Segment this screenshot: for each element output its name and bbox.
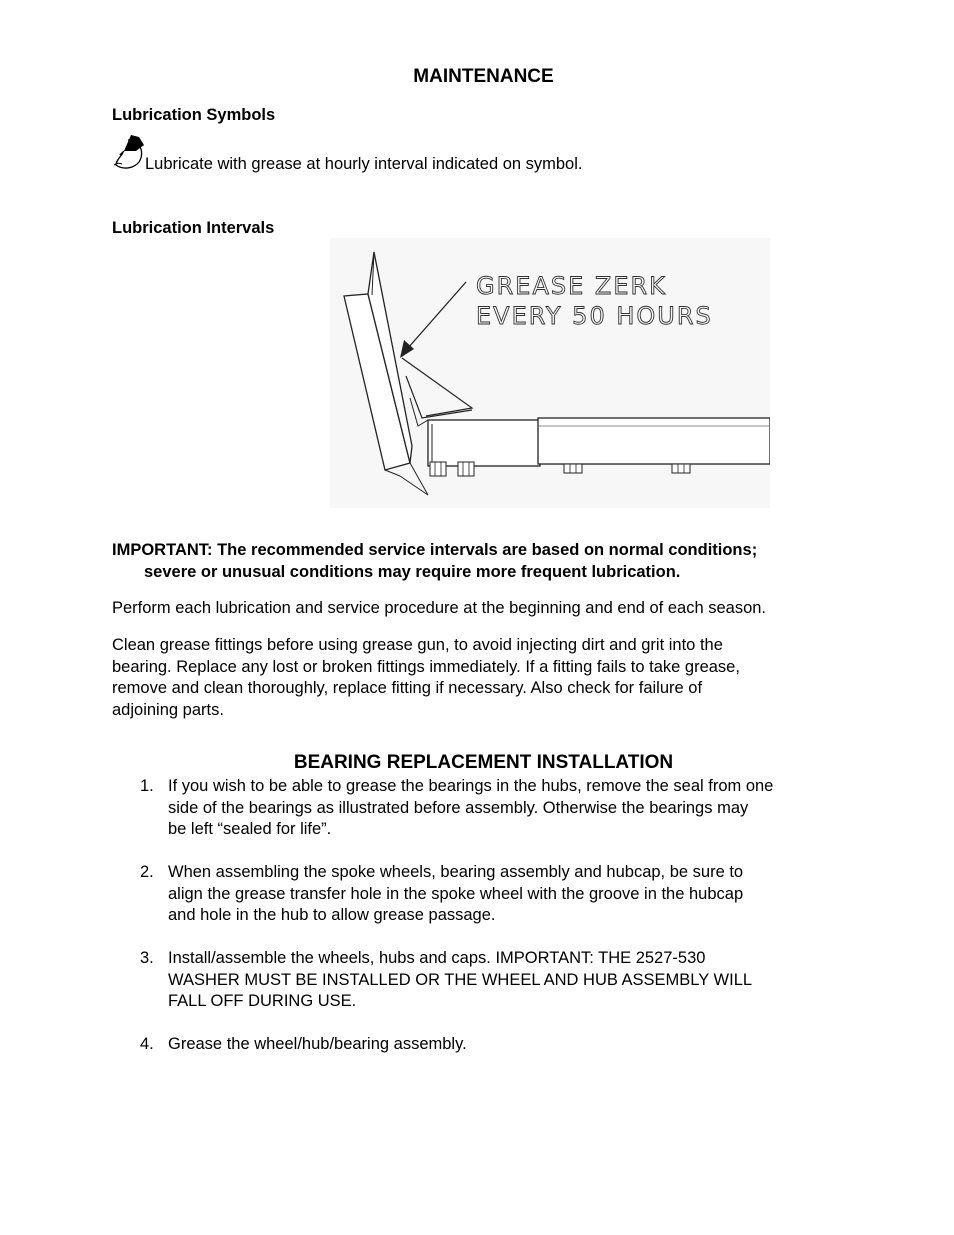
symbol-description: Lubricate with grease at hourly interval indicated on symbol. (145, 155, 583, 173)
grease-fittings-paragraph (112, 635, 872, 722)
step-line: align the grease transfer hole in the spoke wheel with the groove in the hubcap (168, 884, 744, 903)
step-line: When assembling the spoke wheels, bearing assembly and hubcap, be sure to (168, 863, 744, 881)
step-number: 4. (140, 1035, 154, 1053)
step-number: 1. (140, 777, 154, 795)
step-line: be left “sealed for life”. (168, 820, 332, 839)
diagram-label-line1: GREASE ZERK (476, 272, 667, 300)
lubrication-intervals-heading: Lubrication Intervals (112, 219, 275, 237)
step-line: If you wish to be able to grease the bearings in the hubs, remove the seal from one (168, 777, 774, 795)
step-line: Grease the wheel/hub/bearing assembly. (168, 1035, 467, 1053)
lubrication-symbols-heading: Lubrication Symbols (112, 106, 276, 124)
step-line: Install/assemble the wheels, hubs and caps. IMPORTANT: THE 2527-530 (168, 949, 706, 967)
paragraph-line: Clean grease fittings before using grease gun, to avoid injecting dirt and grit into the (112, 636, 723, 654)
paragraph-line: adjoining parts. (112, 701, 224, 720)
important-notice-line1: IMPORTANT: The recommended service intervals are based on normal conditions; (112, 541, 758, 559)
page-title: MAINTENANCE (413, 66, 554, 87)
step-line: side of the bearings as illustrated before assembly. Otherwise the bearings may (168, 798, 749, 817)
step-line: and hole in the hub to allow grease passage. (168, 906, 496, 925)
grease-gun-icon (112, 131, 148, 171)
important-notice-line2: severe or unusual conditions may require more frequent lubrication. (144, 563, 681, 581)
paragraph-line: bearing. Replace any lost or broken fittings immediately. If a fitting fails to take grease, (112, 657, 740, 676)
grease-zerk-diagram (330, 238, 770, 508)
bearing-section-title: BEARING REPLACEMENT INSTALLATION (293, 752, 674, 773)
step-line: WASHER MUST BE INSTALLED OR THE WHEEL AND HUB ASSEMBLY WILL (168, 970, 753, 989)
paragraph-line: remove and clean thoroughly, replace fitting if necessary. Also check for failure of (112, 679, 703, 698)
season-service-paragraph: Perform each lubrication and service procedure at the beginning and end of each season. (112, 599, 767, 617)
step-number: 3. (140, 949, 154, 967)
step-number: 2. (140, 863, 154, 881)
diagram-label-line2: EVERY 50 HOURS (476, 302, 713, 330)
step-line: FALL OFF DURING USE. (168, 992, 357, 1011)
